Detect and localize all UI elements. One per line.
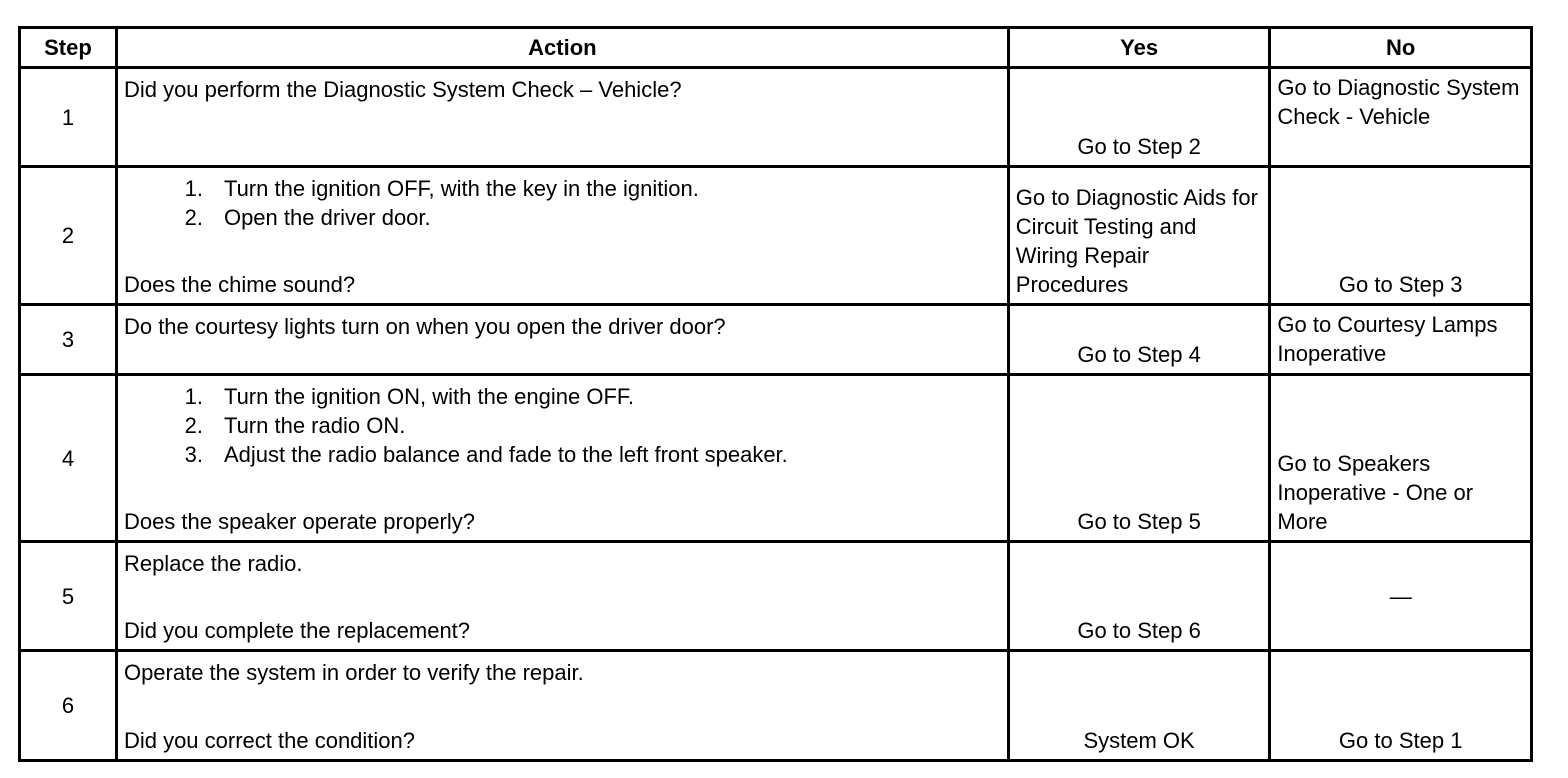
yes-result: Go to Diagnostic Aids for Circuit Testing and Wiring Repair Procedures <box>1008 167 1270 305</box>
table-row <box>20 375 1532 542</box>
step-number: 5 <box>20 542 117 651</box>
table-row <box>20 305 1532 375</box>
action-list <box>124 174 1001 232</box>
yes-result: Go to Step 6 <box>1008 542 1270 651</box>
table-row <box>20 167 1532 305</box>
action-question: Did you complete the replacement? <box>123 618 471 643</box>
header-step: Step <box>20 28 117 68</box>
action-question: Did you correct the condition? <box>123 728 416 753</box>
list-item-number: 2. <box>184 413 203 438</box>
diagnostic-table <box>18 26 1533 762</box>
list-item-text: Turn the ignition OFF, with the key in the ignition. <box>223 176 699 201</box>
action-text: Replace the radio. <box>123 551 303 576</box>
yes-result: Go to Step 4 <box>1008 305 1270 375</box>
action-cell <box>116 542 1008 651</box>
no-result: Go to Courtesy Lamps Inoperative <box>1270 305 1532 375</box>
no-result: Go to Step 3 <box>1270 167 1532 305</box>
list-item-text: Adjust the radio balance and fade to the left front speaker. <box>223 442 788 467</box>
list-item-text: Open the driver door. <box>223 205 431 230</box>
step-number: 3 <box>20 305 117 375</box>
action-cell <box>116 68 1008 167</box>
list-item-text: Turn the ignition ON, with the engine OFF. <box>223 384 635 409</box>
action-text: Operate the system in order to verify the repair. <box>123 660 584 685</box>
step-number: 1 <box>20 68 117 167</box>
action-cell <box>116 375 1008 542</box>
action-list <box>124 382 1001 469</box>
list-item <box>124 440 1001 469</box>
list-item-number: 2. <box>184 205 203 230</box>
list-item <box>124 174 1001 203</box>
list-item-number: 1. <box>184 384 203 409</box>
list-item-number: 3. <box>184 442 203 467</box>
step-number: 2 <box>20 167 117 305</box>
yes-result: Go to Step 5 <box>1008 375 1270 542</box>
action-question: Does the chime sound? <box>123 272 356 297</box>
action-text: Did you perform the Diagnostic System Check – Vehicle? <box>123 77 682 102</box>
no-result: Go to Step 1 <box>1270 651 1532 761</box>
list-item-number: 1. <box>184 176 203 201</box>
list-item-text: Turn the radio ON. <box>223 413 406 438</box>
yes-result: System OK <box>1008 651 1270 761</box>
action-text: Do the courtesy lights turn on when you open the driver door? <box>123 314 726 339</box>
header-yes: Yes <box>1008 28 1270 68</box>
header-no: No <box>1270 28 1532 68</box>
list-item <box>124 203 1001 232</box>
step-number: 6 <box>20 651 117 761</box>
yes-result: Go to Step 2 <box>1008 68 1270 167</box>
header-action: Action <box>116 28 1008 68</box>
no-result: Go to Diagnostic System Check - Vehicle <box>1270 68 1532 167</box>
action-cell <box>116 305 1008 375</box>
action-cell <box>116 651 1008 761</box>
no-result: Go to Speakers Inoperative - One or More <box>1270 375 1532 542</box>
no-result: — <box>1270 542 1532 651</box>
action-cell <box>116 167 1008 305</box>
header-row <box>20 28 1532 68</box>
list-item <box>124 411 1001 440</box>
table-row <box>20 68 1532 167</box>
table-row <box>20 651 1532 761</box>
list-item <box>124 382 1001 411</box>
step-number: 4 <box>20 375 117 542</box>
action-question: Does the speaker operate properly? <box>123 509 475 534</box>
table-row <box>20 542 1532 651</box>
